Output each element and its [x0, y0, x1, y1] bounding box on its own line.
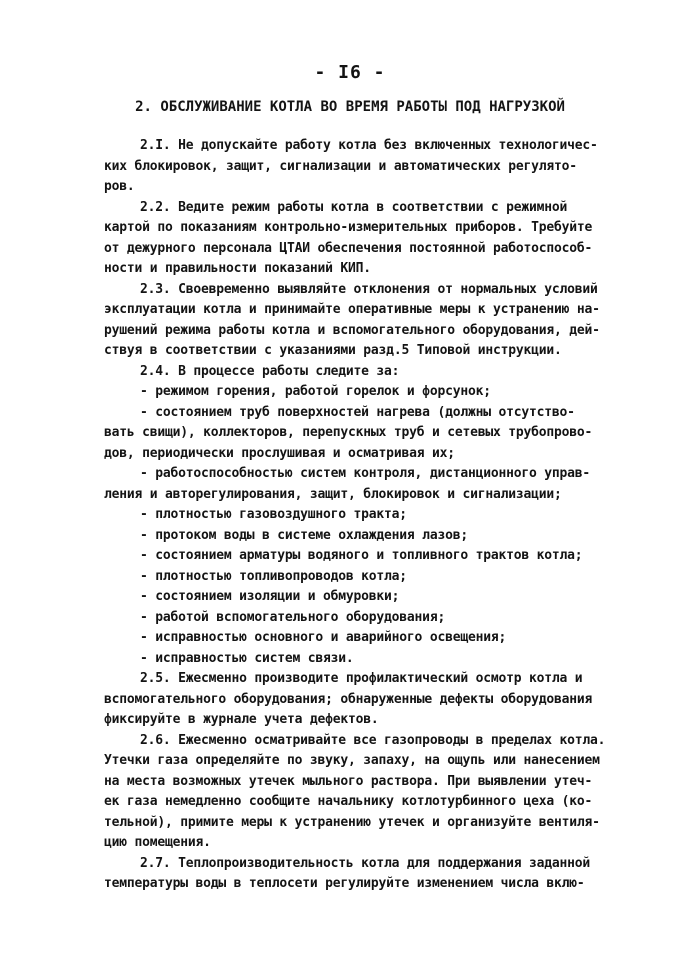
- text-line: ления и авторегулирования, защит, блокировок и сигнализации;: [104, 486, 562, 502]
- text-line: от дежурного персонала ЦТАИ обеспечения постоянной работоспособ-: [104, 240, 593, 256]
- text-line: ности и правильности показаний КИП.: [104, 261, 371, 276]
- text-line: - плотностью газовоздушного тракта;: [140, 507, 407, 522]
- text-line: фиксируйте в журнале учета дефектов.: [104, 712, 379, 727]
- text-line: рушений режима работы котла и вспомогательного оборудования, дей-: [104, 322, 600, 338]
- text-line: Утечки газа определяйте по звуку, запаху, на ощупь или нанесением: [104, 753, 600, 768]
- text-line: ствуя в соответствии с указаниями разд.5 Типовой инструкции.: [104, 343, 562, 358]
- text-line: картой по показаниям контрольно-измерительных приборов. Требуйте: [104, 220, 593, 235]
- text-line: температуры воды в теплосети регулируйте изменением числа вклю-: [104, 876, 585, 891]
- text-line: ек газа немедленно сообщите начальнику котлотурбинного цеха (ко-: [104, 794, 593, 809]
- section-heading: 2. ОБСЛУЖИВАНИЕ КОТЛА ВО ВРЕМЯ РАБОТЫ ПОД НАГРУЗКОЙ: [135, 99, 565, 115]
- page-number: - I6 -: [314, 62, 386, 83]
- text-line: ров.: [104, 179, 135, 194]
- text-line: 2.4. В процессе работы следите за:: [140, 363, 400, 379]
- text-line: - работой вспомогательного оборудования;: [140, 609, 446, 625]
- text-line: 2.7. Теплопроизводительность котла для поддержания заданной: [140, 855, 590, 871]
- text-line: - режимом горения, работой горелок и форсунок;: [140, 384, 491, 399]
- text-line: цию помещения.: [104, 835, 211, 850]
- text-line: 2.3. Своевременно выявляйте отклонения от нормальных условий: [140, 281, 598, 297]
- text-line: ких блокировок, защит, сигнализации и автоматических регулято-: [104, 158, 577, 174]
- text-line: - протоком воды в системе охлаждения лазов;: [140, 527, 468, 543]
- text-line: - работоспособностью систем контроля, дистанционного управ-: [140, 466, 590, 481]
- text-line: эксплуатации котла и принимайте оперативные меры к устранению на-: [104, 302, 600, 317]
- text-line: 2.6. Ежесменно осматривайте все газопроводы в пределах котла.: [140, 732, 606, 748]
- text-line: на места возможных утечек мыльного раствора. При выявлении утеч-: [104, 773, 593, 789]
- text-line: 2.2. Ведите режим работы котла в соответствии с режимной: [140, 199, 568, 215]
- text-line: вспомогательного оборудования; обнаруженные дефекты оборудования: [104, 691, 593, 707]
- text-line: - плотностью топливопроводов котла;: [140, 568, 407, 584]
- text-line: дов, периодически прослушивая и осматривая их;: [104, 445, 455, 461]
- text-line: - исправностью основного и аварийного освещения;: [140, 630, 507, 645]
- text-line: - состоянием арматуры водяного и топливного трактов котла;: [140, 548, 583, 563]
- text-line: вать свищи), коллекторов, перепускных труб и сетевых трубопрово-: [104, 425, 593, 440]
- text-line: - исправностью систем связи.: [140, 650, 354, 666]
- text-line: 2.I. Не допускайте работу котла без включенных технологичес-: [140, 138, 598, 153]
- text-line: - состоянием труб поверхностей нагрева (должны отсутство-: [140, 404, 575, 420]
- text-line: тельной), примите меры к устранению утечек и организуйте вентиля-: [104, 814, 600, 830]
- text-line: 2.5. Ежесменно производите профилактический осмотр котла и: [140, 671, 583, 686]
- text-line: - состоянием изоляции и обмуровки;: [140, 589, 400, 604]
